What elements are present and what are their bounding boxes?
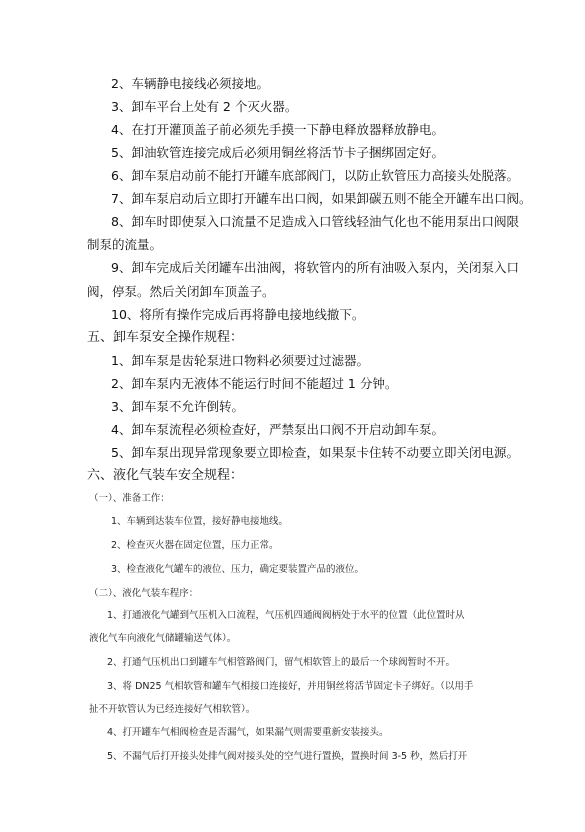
- s4-item-8: 8、卸车时即使泵入口流量不足造成入口管线轻油气化也不能用泵出口阀限: [111, 214, 519, 229]
- s4-item-8-cont: 制泵的流量。: [87, 237, 163, 252]
- section6-heading: 六、液化气装车安全规程：: [87, 468, 244, 483]
- proc-item-4: 4、打开罐车气相阀检查是否漏气，如果漏气则需要重新安装接头。: [107, 727, 389, 738]
- prep-item-2: 2、检查灭火器在固定位置，压力正常。: [111, 540, 279, 551]
- section5-heading: 五、卸车泵安全操作规程：: [87, 330, 244, 345]
- proc-item-5: 5、不漏气后打开接头处排气阀对接头处的空气进行置换，置换时间 3-5 秒，然后打开: [107, 751, 468, 762]
- proc-item-3: 3、将 DN25 气相软管和罐车气相接口连接好，并用铜丝将活节固定卡子绑好。（以用手: [107, 681, 474, 692]
- proc-item-1: 1、打通液化气罐到气压机入口流程，气压机四通阀阀柄处于水平的位置（此位置时从: [107, 610, 465, 621]
- s4-item-9-cont: 阀，停泵。然后关闭卸车顶盖子。: [87, 284, 275, 299]
- prep-item-3: 3、检查液化气罐车的液位、压力，确定要装置产品的液位。: [111, 564, 365, 575]
- s5-item-1: 1、卸车泵是齿轮泵进口物料必须要过过滤器。: [111, 353, 369, 368]
- s5-item-3: 3、卸车泵不允许倒转。: [111, 399, 244, 414]
- s4-item-5: 5、卸油软管连接完成后必须用铜丝将活节卡子捆绑固定好。: [111, 145, 444, 160]
- s4-item-3: 3、卸车平台上处有 2 个灭火器。: [111, 99, 298, 114]
- s5-item-2: 2、卸车泵内无液体不能运行时间不能超过 1 分钟。: [111, 376, 398, 391]
- proc-item-3-cont: 扯不开软管认为已经连接好气相软管）。: [89, 704, 256, 715]
- s5-item-4: 4、卸车泵流程必须检查好，严禁泵出口阀不开启动卸车泵。: [111, 422, 444, 437]
- s4-item-2: 2、车辆静电接线必须接地。: [111, 76, 269, 91]
- s4-item-7: 7、卸车泵启动后立即打开罐车出口阀，如果卸碳五则不能全开罐车出口阀。: [111, 191, 532, 206]
- s4-item-9: 9、卸车完成后关闭罐车出油阀，将软管内的所有油吸入泵内，关闭泵入口: [111, 260, 519, 275]
- s4-item-10: 10、将所有操作完成后再将静电接地线撤下。: [111, 307, 365, 322]
- prep-item-1: 1、车辆到达装车位置，接好静电接地线。: [111, 516, 289, 527]
- prep-heading: （一）、准备工作：: [89, 493, 170, 504]
- proc-item-1-cont: 液化气车向液化气储罐输送气体）。: [89, 633, 237, 644]
- procedure-heading: （二）、液化气装车程序：: [89, 588, 199, 599]
- s4-item-6: 6、卸车泵启动前不能打开罐车底部阀门，以防止软管压力高接头处脱落。: [111, 168, 519, 183]
- proc-item-2: 2、打通气压机出口到罐车气相管路阀门，留气相软管上的最后一个球阀暂时不开。: [107, 657, 456, 668]
- s4-item-4: 4、在打开灌顶盖子前必须先手摸一下静电释放器释放静电。: [111, 122, 444, 137]
- s5-item-5: 5、卸车泵出现异常现象要立即检查，如果泵卡住转不动要立即关闭电源。: [111, 445, 519, 460]
